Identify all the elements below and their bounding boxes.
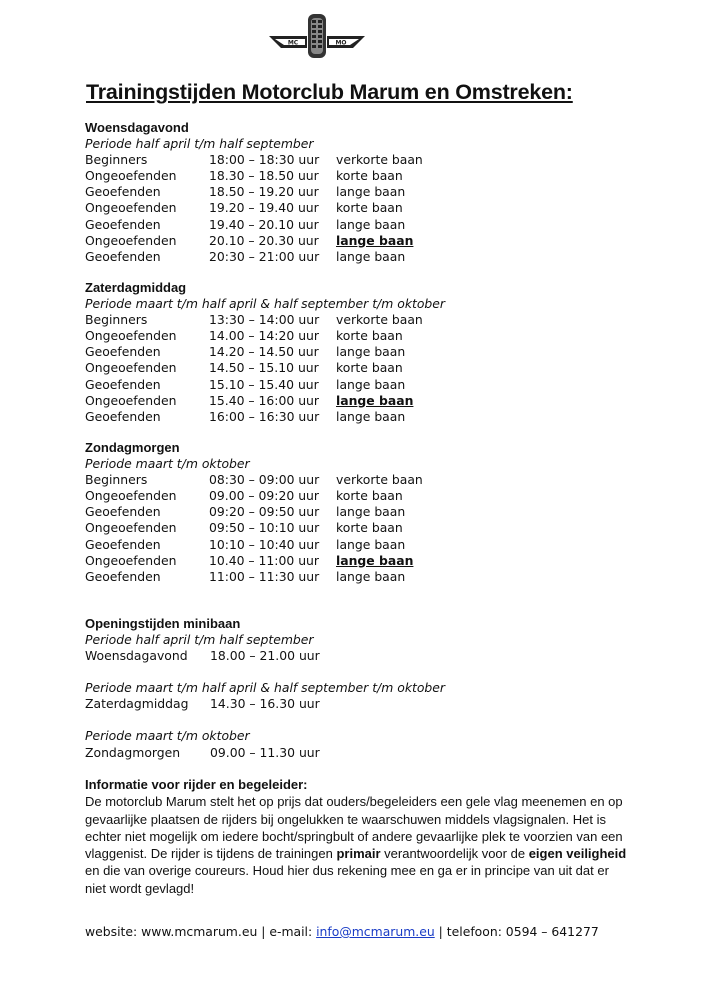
- row-time: 10:10 – 10:40 uur: [209, 536, 320, 552]
- footer-website: website: www.mcmarum.eu: [85, 924, 258, 939]
- row-track: lange baan: [336, 376, 406, 392]
- row-time: 14.20 – 14.50 uur: [209, 344, 319, 360]
- row-track: verkorte baan: [336, 472, 423, 488]
- row-track: korte baan: [336, 360, 403, 376]
- row-track: lange baan: [336, 408, 406, 424]
- schedule-row: [85, 328, 445, 344]
- session-rows: [85, 312, 445, 425]
- row-group: Ongeoefenden: [85, 392, 177, 408]
- row-time: 14.00 – 14:20 uur: [209, 328, 319, 344]
- schedule-row: [85, 377, 445, 393]
- row-group: Ongeoefenden: [85, 328, 177, 344]
- minibaan-row: [85, 648, 445, 664]
- schedule-row: [85, 217, 423, 233]
- row-track: verkorte baan: [336, 152, 423, 168]
- row-group: Geoefenden: [85, 248, 161, 264]
- minibaan-time: 18.00 – 21.00 uur: [210, 648, 320, 664]
- row-track: lange baan: [336, 392, 414, 408]
- row-time: 15.10 – 15.40 uur: [209, 376, 319, 392]
- schedule-row: [85, 249, 423, 265]
- minibaan-title: Openingstijden minibaan: [85, 616, 241, 631]
- email-link[interactable]: info@mcmarum.eu: [316, 924, 435, 939]
- row-group: Geoefenden: [85, 504, 161, 520]
- schedule-row: [85, 360, 445, 376]
- session-period: Periode maart t/m half april & half september t/m oktober: [85, 296, 446, 312]
- info-section: [85, 776, 630, 897]
- row-track: lange baan: [336, 248, 406, 264]
- row-time: 10.40 – 11:00 uur: [209, 552, 319, 568]
- row-track: korte baan: [336, 488, 403, 504]
- schedule-row: [85, 168, 423, 184]
- logo-right-text: MO: [335, 39, 347, 47]
- row-group: Ongeoefenden: [85, 200, 177, 216]
- schedule-row: [85, 312, 445, 328]
- info-title: Informatie voor rijder en begeleider:: [85, 777, 308, 792]
- info-text: De motorclub Marum stelt het op prijs dat ouders/begeleiders een gele vlag meenemen en op gevaarlijke plaatsen de rijders bij ongelukken te waarschuwen middels vlagsignalen. Het is echter niet mogelijk om iedere bocht/springbult of andere gevaarlijke plek te voorzien van een vlaggenist. De rijder is tijdens de trainingen primair verantwoordelijk voor de eigen veiligheid en die van overige coureurs. Houd hier dus rekening mee en ga er in principe van uit dat er niet wordt gevlagd!: [85, 794, 627, 896]
- minibaan-period: Periode maart t/m oktober: [85, 728, 250, 744]
- row-group: Geoefenden: [85, 536, 161, 552]
- schedule-row: [85, 537, 423, 553]
- row-time: 13:30 – 14:00 uur: [209, 312, 320, 328]
- session-title: Woensdagavond: [85, 120, 189, 135]
- row-time: 18.30 – 18.50 uur: [209, 168, 319, 184]
- schedule-row: [85, 200, 423, 216]
- row-track: lange baan: [336, 552, 414, 568]
- schedule-row: [85, 152, 423, 168]
- row-group: Geoefenden: [85, 344, 161, 360]
- row-group: Ongeoefenden: [85, 520, 177, 536]
- session-woensdagavond: [85, 120, 423, 265]
- row-group: Beginners: [85, 472, 148, 488]
- row-time: 15.40 – 16:00 uur: [209, 392, 319, 408]
- row-group: Geoefenden: [85, 184, 161, 200]
- session-zondagmorgen: [85, 440, 423, 585]
- row-track: verkorte baan: [336, 312, 423, 328]
- session-title: Zondagmorgen: [85, 440, 180, 455]
- row-track: lange baan: [336, 216, 406, 232]
- row-group: Geoefenden: [85, 376, 161, 392]
- row-group: Beginners: [85, 152, 148, 168]
- schedule-row: [85, 520, 423, 536]
- row-group: Ongeoefenden: [85, 232, 177, 248]
- session-period: Periode half april t/m half september: [85, 136, 314, 152]
- minibaan-section: [85, 616, 445, 761]
- row-track: lange baan: [336, 184, 406, 200]
- minibaan-time: 14.30 – 16.30 uur: [210, 696, 320, 712]
- footer: [85, 924, 599, 939]
- minibaan-period: Periode half april t/m half september: [85, 632, 314, 648]
- row-group: Geoefenden: [85, 408, 161, 424]
- row-time: 09.00 – 09:20 uur: [209, 488, 319, 504]
- minibaan-day: Woensdagavond: [85, 648, 188, 664]
- schedule-row: [85, 344, 445, 360]
- footer-separator: | e-mail:: [257, 924, 317, 939]
- row-track: korte baan: [336, 200, 403, 216]
- row-time: 14.50 – 15.10 uur: [209, 360, 319, 376]
- minibaan-period: Periode maart t/m half april & half september t/m oktober: [85, 680, 446, 696]
- minibaan-day: Zaterdagmiddag: [85, 696, 189, 712]
- schedule-row: [85, 409, 445, 425]
- info-bold-veiligheid: eigen veiligheid: [528, 846, 627, 862]
- row-track: korte baan: [336, 168, 403, 184]
- row-group: Geoefenden: [85, 568, 161, 584]
- row-group: Geoefenden: [85, 216, 161, 232]
- club-logo: [267, 12, 367, 62]
- session-rows: [85, 472, 423, 585]
- row-group: Ongeoefenden: [85, 488, 177, 504]
- row-group: Ongeoefenden: [85, 360, 177, 376]
- page-title: Trainingstijden Motorclub Marum en Omstreken:: [86, 80, 573, 104]
- info-bold-primair: primair: [336, 846, 381, 862]
- minibaan-row: [85, 696, 445, 712]
- row-time: 19.20 – 19.40 uur: [209, 200, 319, 216]
- row-track: lange baan: [336, 344, 406, 360]
- schedule-row: [85, 553, 423, 569]
- row-track: lange baan: [336, 232, 414, 248]
- row-time: 09:20 – 09:50 uur: [209, 504, 320, 520]
- row-group: Ongeoefenden: [85, 552, 177, 568]
- row-track: korte baan: [336, 520, 403, 536]
- schedule-row: [85, 184, 423, 200]
- row-group: Beginners: [85, 312, 148, 328]
- session-zaterdagmiddag: [85, 280, 445, 425]
- row-time: 16:00 – 16:30 uur: [209, 408, 320, 424]
- minibaan-day: Zondagmorgen: [85, 744, 181, 760]
- schedule-row: [85, 488, 423, 504]
- row-group: Ongeoefenden: [85, 168, 177, 184]
- row-track: korte baan: [336, 328, 403, 344]
- session-rows: [85, 152, 423, 265]
- row-time: 08:30 – 09:00 uur: [209, 472, 320, 488]
- row-time: 11:00 – 11:30 uur: [209, 568, 320, 584]
- row-time: 20.10 – 20.30 uur: [209, 232, 319, 248]
- schedule-row: [85, 569, 423, 585]
- schedule-row: [85, 504, 423, 520]
- row-track: lange baan: [336, 536, 406, 552]
- row-time: 18:00 – 18:30 uur: [209, 152, 320, 168]
- session-period: Periode maart t/m oktober: [85, 456, 250, 472]
- schedule-row: [85, 393, 445, 409]
- minibaan-row: [85, 745, 445, 761]
- row-time: 09:50 – 10:10 uur: [209, 520, 320, 536]
- schedule-row: [85, 233, 423, 249]
- row-time: 20:30 – 21:00 uur: [209, 248, 320, 264]
- session-title: Zaterdagmiddag: [85, 280, 187, 295]
- row-track: lange baan: [336, 504, 406, 520]
- logo-left-text: MC: [287, 39, 299, 47]
- footer-phone: | telefoon: 0594 – 641277: [434, 924, 599, 939]
- row-time: 18.50 – 19.20 uur: [209, 184, 319, 200]
- row-time: 19.40 – 20.10 uur: [209, 216, 319, 232]
- minibaan-time: 09.00 – 11.30 uur: [210, 744, 320, 760]
- schedule-row: [85, 472, 423, 488]
- row-track: lange baan: [336, 568, 406, 584]
